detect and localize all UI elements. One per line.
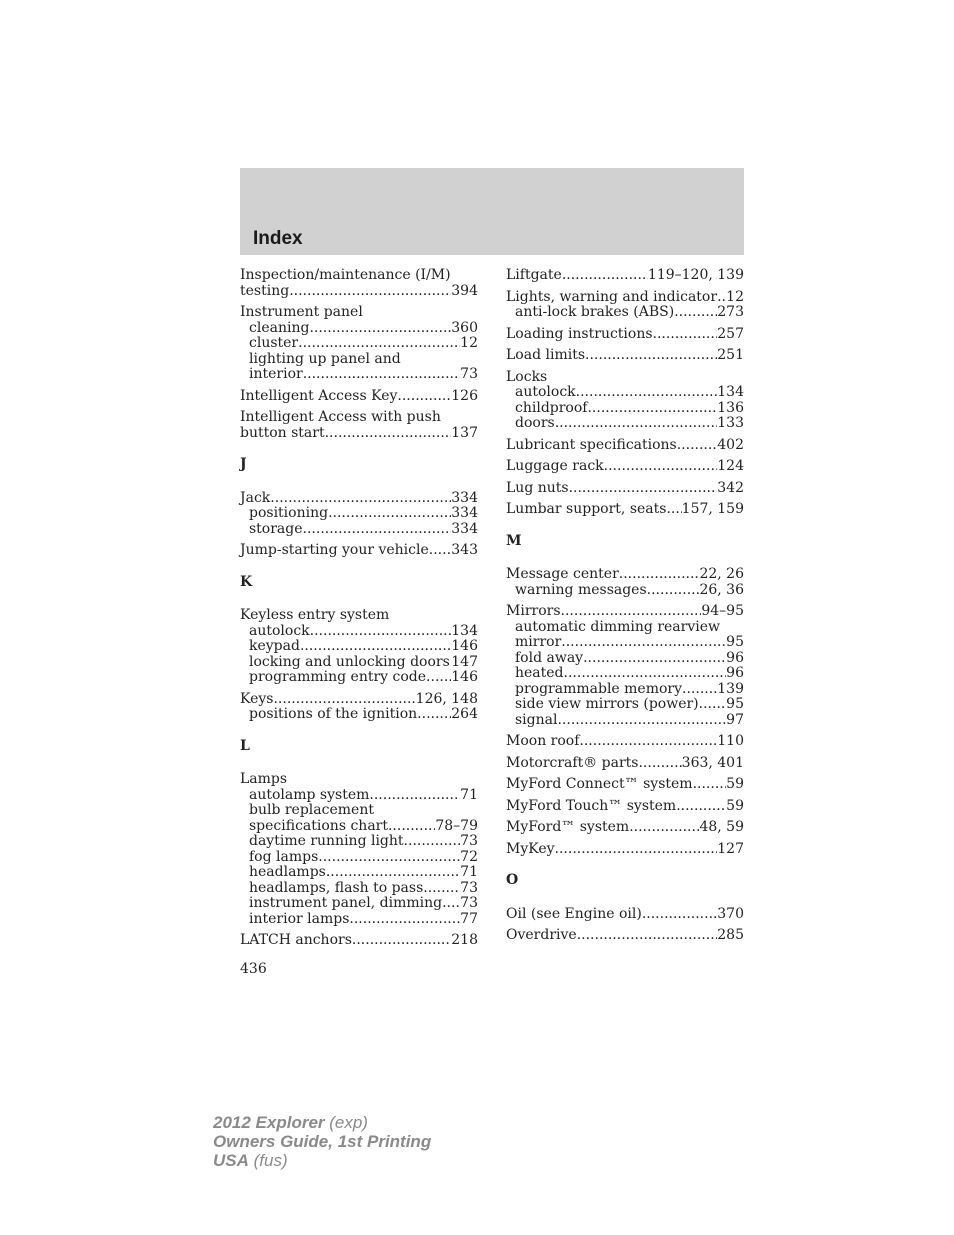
entry-text: MyKey: [506, 840, 555, 857]
entry-text: autolock: [249, 622, 310, 639]
index-entry: [506, 604, 744, 728]
index-subentry: [506, 682, 744, 698]
page-reference: 97: [726, 711, 744, 728]
entry-text: headlamps, flash to pass: [249, 879, 424, 896]
footer-model: 2012 Explorer: [213, 1113, 325, 1132]
leader-dots: [677, 438, 718, 454]
page-reference: 334: [451, 505, 478, 521]
page-reference: 146: [451, 638, 478, 654]
page-reference: 343: [451, 542, 478, 558]
entry-text: Message center: [506, 566, 619, 582]
index-subentry: [506, 713, 744, 729]
index-subentry: [506, 401, 744, 417]
index-entry: [506, 907, 744, 923]
footer-market: USA: [213, 1151, 249, 1170]
index-entry: [240, 608, 478, 686]
index-term: [506, 928, 744, 944]
index-subentry: [240, 707, 478, 723]
index-entry: [240, 692, 478, 723]
entry-text: testing: [240, 282, 290, 299]
entry-text: MyFord Touch™ system: [506, 797, 677, 814]
index-term: [506, 348, 744, 364]
leader-dots: [326, 865, 460, 881]
index-entry: [506, 290, 744, 321]
entry-text: bulb replacement: [249, 802, 374, 818]
entry-text: locking and unlocking doors: [249, 653, 450, 670]
page-reference: 134: [717, 384, 744, 400]
entry-text: MyFord Connect™ system: [506, 776, 693, 792]
leader-dots: [417, 707, 451, 723]
entry-text: Intelligent Access with push: [240, 409, 441, 425]
entry-text: Lamps: [240, 771, 288, 787]
page-reference: 127: [717, 840, 744, 857]
page-reference: 126, 148: [415, 690, 478, 707]
index-subentry: [240, 912, 478, 928]
page-reference: 370: [717, 905, 744, 922]
entry-text: Keys: [240, 690, 274, 707]
leader-dots: [557, 713, 726, 729]
index-subentry: [506, 305, 744, 321]
entry-text: cleaning: [249, 319, 310, 336]
entry-text: warning messages: [515, 581, 647, 598]
entry-text: Liftgate: [506, 267, 562, 283]
index-subentry: [240, 367, 478, 383]
page-reference: 147: [451, 653, 478, 670]
entry-text: mirror: [515, 634, 562, 650]
leader-dots: [676, 799, 726, 815]
leader-dots: [619, 567, 700, 583]
index-letter-heading: K: [240, 573, 253, 590]
index-term: [506, 842, 744, 858]
leader-dots: [629, 820, 699, 836]
index-subentry: [506, 651, 744, 667]
index-entry: [240, 933, 478, 949]
page-reference: 218: [451, 932, 478, 948]
index-entry: [506, 820, 744, 836]
page-reference: 394: [451, 282, 478, 299]
index-entry: [240, 543, 478, 559]
page-reference: 273: [717, 304, 744, 320]
index-term: [506, 734, 744, 750]
index-term: [506, 567, 744, 583]
index-subentry: [240, 321, 478, 337]
page-reference: 12: [460, 335, 478, 351]
index-entry: [506, 756, 744, 772]
leader-dots: [666, 502, 681, 518]
page-reference: 285: [717, 927, 744, 943]
index-entry: [506, 370, 744, 432]
index-subentry: [506, 697, 744, 713]
entry-text: side view mirrors (power): [515, 696, 699, 712]
leader-dots: [270, 491, 451, 507]
page-reference: 96: [726, 649, 744, 666]
index-subentry: [240, 670, 478, 686]
index-term: [240, 305, 478, 321]
leader-dots: [352, 933, 451, 949]
leader-dots: [647, 583, 700, 599]
page-reference: 71: [460, 786, 478, 803]
leader-dots: [429, 543, 451, 559]
index-entry: [506, 268, 744, 284]
entry-text: autolamp system: [249, 786, 370, 803]
entry-text: headlamps: [249, 864, 326, 880]
index-entry: [240, 491, 478, 538]
page-reference: 251: [717, 347, 744, 363]
index-term: [506, 290, 744, 306]
leader-dots: [585, 348, 717, 364]
entry-text: Instrument panel: [240, 304, 363, 320]
leader-dots: [325, 426, 452, 442]
leader-dots: [426, 670, 451, 686]
index-subentry: [506, 416, 744, 432]
index-term: [240, 410, 478, 426]
leader-dots: [309, 321, 451, 337]
footer-market-code: (fus): [248, 1151, 288, 1170]
entry-text: Oil (see Engine oil): [506, 905, 642, 922]
page-reference: 26, 36: [699, 581, 744, 598]
index-entry: [506, 799, 744, 815]
leader-dots: [555, 842, 718, 858]
page-reference: 134: [451, 622, 478, 639]
entry-text: heated: [515, 665, 564, 681]
index-term: [506, 502, 744, 518]
entry-text: instrument panel, dimming: [249, 895, 443, 911]
leader-dots: [303, 367, 460, 383]
leader-dots: [604, 459, 718, 475]
entry-text: fog lamps: [249, 848, 319, 865]
index-column-right: [506, 268, 744, 950]
index-subentry: [506, 583, 744, 599]
leader-dots: [638, 756, 681, 772]
index-entry: [506, 928, 744, 944]
index-subentry: [240, 834, 478, 850]
leader-dots: [300, 639, 451, 655]
index-term: [240, 389, 478, 405]
entry-text: LATCH anchors: [240, 932, 352, 948]
entry-text: keypad: [249, 638, 300, 654]
index-subentry: [240, 896, 478, 912]
index-entry: [506, 327, 744, 343]
entry-text: Intelligent Access Key: [240, 387, 398, 404]
index-subentry: [240, 624, 478, 640]
leader-dots: [577, 928, 718, 944]
index-subentry: [240, 639, 478, 655]
page-reference: 59: [726, 776, 744, 792]
leader-dots: [587, 401, 717, 417]
page-reference: 119–120, 139: [647, 267, 744, 283]
index-subentry: [240, 881, 478, 897]
index-subentry: [240, 850, 478, 866]
page-reference: 264: [451, 706, 478, 722]
entry-text: Overdrive: [506, 927, 577, 943]
entry-text: doors: [515, 415, 555, 431]
entry-text: interior: [249, 366, 303, 382]
page-reference: 59: [726, 797, 744, 814]
page-reference: 22, 26: [699, 566, 744, 582]
entry-text: specifications chart: [249, 817, 388, 834]
index-term: [240, 491, 478, 507]
index-subentry: [240, 788, 478, 804]
index-subentry: [506, 620, 744, 636]
entry-text: signal: [515, 711, 558, 728]
page-number: 436: [240, 961, 267, 977]
entry-text: daytime running light: [249, 833, 404, 849]
index-entry: [506, 842, 744, 858]
index-entry: [506, 734, 744, 750]
index-entry: [506, 459, 744, 475]
page-reference: 402: [717, 436, 744, 453]
index-subentry: [506, 635, 744, 651]
leader-dots: [583, 651, 726, 667]
page-reference: 157, 159: [681, 501, 744, 517]
page-reference: 146: [451, 669, 478, 685]
leader-dots: [674, 305, 717, 321]
index-subentry: [240, 352, 478, 368]
entry-text: autolock: [515, 384, 576, 400]
entry-text: Jack: [240, 489, 271, 506]
leader-dots: [404, 834, 461, 850]
index-term: [240, 543, 478, 559]
leader-dots: [397, 389, 451, 405]
index-term: [240, 284, 478, 300]
entry-text: childproof: [515, 399, 588, 416]
page-reference: 48, 59: [699, 819, 744, 835]
footer-guide: Owners Guide, 1st Printing: [213, 1132, 432, 1151]
leader-dots: [569, 481, 718, 497]
leader-dots: [564, 666, 727, 682]
index-term: [240, 772, 478, 788]
leader-dots: [273, 692, 415, 708]
page-reference: 96: [726, 665, 744, 681]
index-subentry: [506, 666, 744, 682]
page-reference: 124: [717, 458, 744, 474]
index-entry: [506, 348, 744, 364]
page-reference: 360: [451, 319, 478, 336]
index-subentry: [240, 655, 478, 671]
page-reference: 78–79: [435, 817, 478, 834]
index-term: [240, 426, 478, 442]
entry-text: lighting up panel and: [249, 350, 401, 367]
entry-text: automatic dimming rearview: [515, 618, 721, 635]
page-reference: 110: [717, 733, 744, 749]
entry-text: MyFord™ system: [506, 819, 630, 835]
entry-text: programmable memory: [515, 680, 683, 697]
page-reference: 95: [726, 696, 744, 712]
index-term: [240, 268, 478, 284]
entry-text: Moon roof: [506, 733, 580, 749]
entry-text: positioning: [249, 505, 329, 521]
entry-text: Locks: [506, 368, 548, 385]
footer: [213, 1113, 431, 1170]
page-reference: 73: [460, 366, 478, 382]
index-entry: [506, 777, 744, 793]
index-entry: [240, 772, 478, 927]
leader-dots: [642, 907, 717, 923]
index-subentry: [240, 865, 478, 881]
entry-text: Keyless entry system: [240, 607, 390, 623]
index-subentry: [240, 819, 478, 835]
index-column-left: [240, 268, 478, 955]
index-term: [506, 907, 744, 923]
page-reference: 257: [717, 325, 744, 342]
entry-text: Motorcraft® parts: [506, 754, 639, 771]
entry-text: Load limits: [506, 347, 586, 363]
page-reference: 126: [451, 387, 478, 404]
leader-dots: [682, 682, 717, 698]
leader-dots: [289, 284, 451, 300]
leader-dots: [579, 734, 717, 750]
index-letter-heading: J: [240, 456, 247, 472]
page-reference: 94–95: [701, 603, 744, 619]
index-letter-heading: M: [506, 532, 522, 549]
header-band: [240, 168, 744, 255]
page-reference: 73: [460, 833, 478, 849]
leader-dots: [349, 912, 460, 928]
leader-dots: [717, 290, 726, 306]
page-reference: 136: [717, 399, 744, 416]
index-term: [506, 370, 744, 386]
index-term: [240, 933, 478, 949]
entry-text: Lug nuts: [506, 479, 569, 496]
index-term: [506, 604, 744, 620]
entry-text: anti-lock brakes (ABS): [515, 304, 675, 320]
index-term: [506, 799, 744, 815]
index-entry: [240, 410, 478, 441]
leader-dots: [388, 819, 435, 835]
page-reference: 133: [717, 415, 744, 431]
leader-dots: [576, 385, 718, 401]
leader-dots: [561, 604, 702, 620]
index-term: [506, 327, 744, 343]
leader-dots: [310, 624, 452, 640]
index-entry: [240, 389, 478, 405]
entry-text: Lights, warning and indicator: [506, 288, 718, 305]
page-reference: 139: [717, 680, 744, 697]
index-entry: [506, 567, 744, 598]
index-term: [240, 608, 478, 624]
page-reference: 95: [726, 634, 744, 650]
leader-dots: [298, 336, 460, 352]
index-letter-heading: O: [506, 872, 519, 888]
entry-text: Loading instructions: [506, 325, 653, 342]
index-subentry: [240, 803, 478, 819]
leader-dots: [369, 788, 460, 804]
index-subentry: [240, 336, 478, 352]
index-entry: [506, 481, 744, 497]
index-term: [506, 756, 744, 772]
page-reference: 72: [460, 848, 478, 865]
page-reference: 73: [460, 895, 478, 911]
index-term: [506, 777, 744, 793]
footer-model-code: (exp): [324, 1113, 368, 1132]
page-reference: 334: [451, 489, 478, 506]
index-term: [506, 820, 744, 836]
index-term: [506, 481, 744, 497]
index-subentry: [240, 506, 478, 522]
page-reference: 137: [451, 424, 478, 441]
entry-text: fold away: [515, 649, 584, 666]
page-reference: 363, 401: [681, 754, 744, 771]
index-letter-heading: L: [240, 737, 250, 754]
entry-text: cluster: [249, 335, 299, 351]
entry-text: interior lamps: [249, 910, 350, 927]
leader-dots: [653, 327, 718, 343]
leader-dots: [561, 635, 726, 651]
entry-text: Inspection/maintenance (I/M): [240, 267, 451, 283]
entry-text: button start: [240, 424, 325, 441]
index-entry: [240, 305, 478, 383]
entry-text: positions of the ignition: [249, 706, 418, 722]
index-term: [506, 268, 744, 284]
page-reference: 73: [460, 879, 478, 896]
index-subentry: [240, 522, 478, 538]
page-reference: 77: [460, 910, 478, 927]
leader-dots: [423, 881, 460, 897]
entry-text: Lumbar support, seats: [506, 501, 667, 517]
leader-dots: [693, 777, 727, 793]
page-reference: 334: [451, 520, 478, 537]
page-reference: 71: [460, 864, 478, 880]
leader-dots: [328, 506, 451, 522]
index-subentry: [506, 385, 744, 401]
entry-text: programming entry code: [249, 669, 427, 685]
leader-dots: [555, 416, 718, 432]
index-term: [506, 438, 744, 454]
entry-text: Jump-starting your vehicle: [240, 542, 429, 558]
index-term: [506, 459, 744, 475]
leader-dots: [303, 522, 452, 538]
index-term: [240, 692, 478, 708]
index-entry: [506, 438, 744, 454]
index-entry: [240, 268, 478, 299]
leader-dots: [442, 896, 460, 912]
page-reference: 12: [726, 288, 744, 305]
leader-dots: [699, 697, 727, 713]
page-reference: 342: [717, 479, 744, 496]
leader-dots: [318, 850, 460, 866]
index-entry: [506, 502, 744, 518]
page-title: Index: [253, 228, 303, 249]
entry-text: Mirrors: [506, 603, 561, 619]
entry-text: Luggage rack: [506, 458, 604, 474]
leader-dots: [562, 268, 648, 284]
entry-text: storage: [249, 520, 303, 537]
entry-text: Lubricant specifications: [506, 436, 677, 453]
